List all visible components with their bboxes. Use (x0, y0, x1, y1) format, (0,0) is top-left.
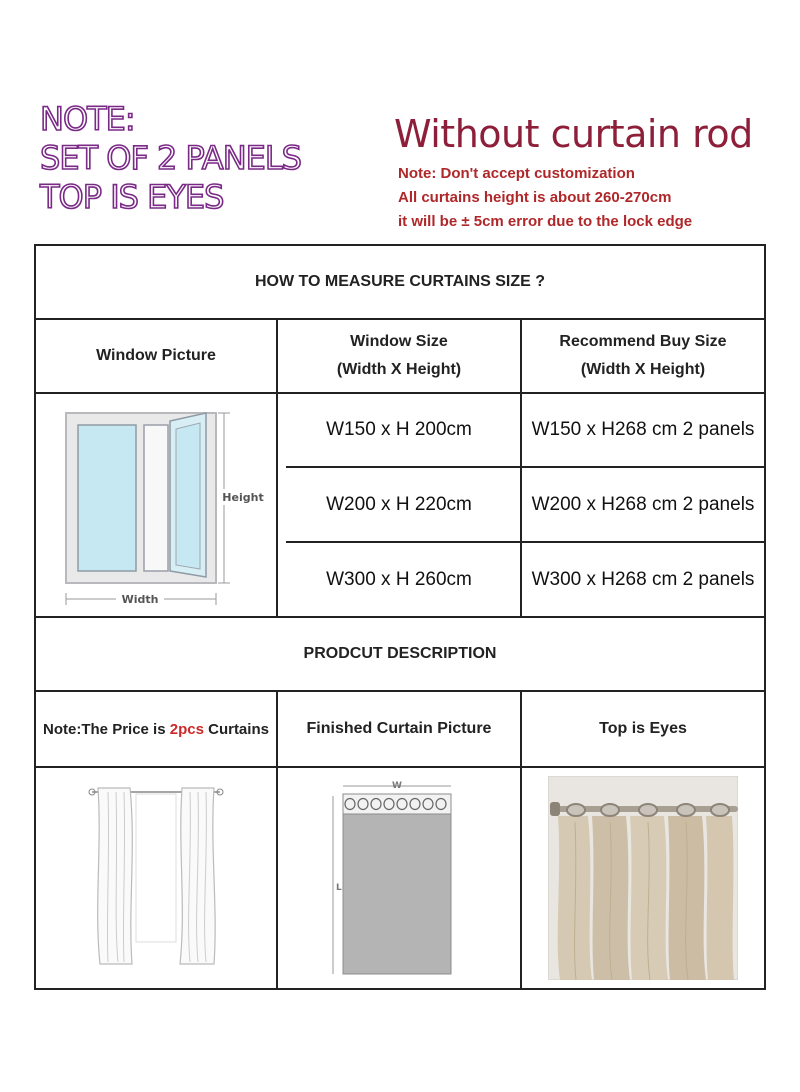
top-eyes-title: Top is Eyes (599, 720, 687, 737)
window-size-row-3: W300 x H 260cm (326, 568, 472, 590)
price-note-c: Curtains (203, 720, 269, 738)
height-label: Height (222, 491, 264, 504)
finished-l-label: L (336, 883, 342, 893)
note-top-eyes: TOP IS EYES (40, 178, 224, 216)
price-note-qty: 2pcs (169, 720, 204, 738)
buy-size-row-3: W300 x H268 cm 2 panels (531, 568, 755, 590)
description-title: PRODCUT DESCRIPTION (303, 645, 497, 662)
finished-curtain-drawing (329, 778, 469, 978)
rod-note-3: it will be ± 5cm error due to the lock edge (398, 213, 693, 230)
price-note (36, 692, 276, 766)
eyes-photo-drawing (548, 776, 738, 980)
col-recommend-size-a: Recommend Buy Size (559, 333, 727, 350)
curtain-sketch-drawing (86, 778, 226, 978)
measure-title: HOW TO MEASURE CURTAINS SIZE ? (254, 273, 546, 290)
window-size-row-1: W150 x H 200cm (326, 419, 472, 440)
table-border-right (764, 244, 766, 990)
rod-note-1: Note: Don't accept customization (398, 165, 635, 182)
col-recommend-size (522, 320, 764, 392)
width-label: Width (121, 593, 159, 606)
note-title: NOTE: (40, 100, 135, 138)
finished-w-label: W (392, 781, 402, 791)
window-diagram (46, 399, 266, 611)
window-size-row-2: W200 x H 220cm (326, 493, 472, 515)
col-window-size-a: Window Size (350, 333, 448, 350)
size-table (34, 244, 766, 990)
col-window-size-b: (Width X Height) (336, 361, 462, 378)
buy-size-row-1: W150 x H268 cm 2 panels (531, 419, 755, 440)
note-panels: SET OF 2 PANELS (40, 139, 301, 177)
eyes-photo (522, 768, 764, 988)
rod-note-2: All curtains height is about 260-270cm (398, 189, 672, 206)
finished-curtain (278, 768, 520, 988)
price-note-a: Note:The Price is (43, 720, 170, 738)
finished-title: Finished Curtain Picture (306, 720, 492, 737)
col-recommend-size-b: (Width X Height) (580, 361, 706, 378)
rod-note (398, 162, 692, 234)
note-block (40, 100, 301, 217)
col-window-size (278, 320, 520, 392)
col-window-picture: Window Picture (96, 347, 216, 364)
rod-title: Without curtain rod (394, 112, 753, 156)
table-border-bottom (34, 988, 766, 990)
curtain-sketch (36, 768, 276, 988)
buy-size-row-2: W200 x H268 cm 2 panels (531, 493, 755, 515)
window-picture (36, 394, 276, 616)
